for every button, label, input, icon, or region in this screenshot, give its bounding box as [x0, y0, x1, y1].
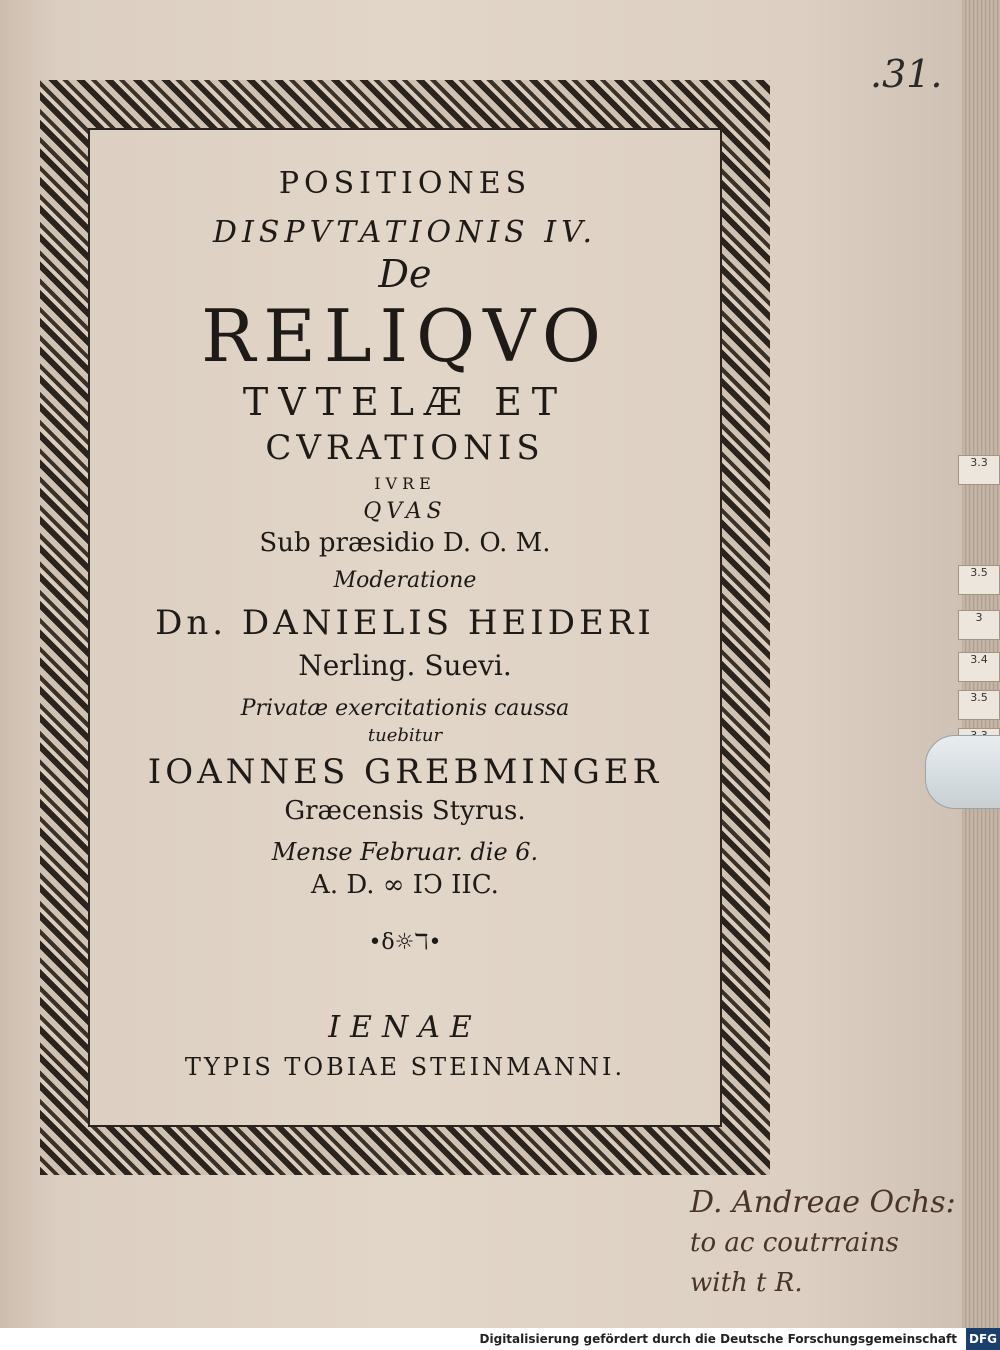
title-line-curationis: CVRATIONIS	[265, 428, 545, 468]
bookmark-tab	[958, 690, 1000, 720]
quas-line: QVAS	[363, 499, 447, 524]
credit-text: Digitalisierung gefördert durch die Deutsche Forschungsgemeinschaft	[479, 1332, 957, 1346]
bookmark-tab	[958, 610, 1000, 640]
dfg-logo-icon: DFG	[966, 1328, 1000, 1350]
title-line-positiones: POSITIONES	[278, 166, 532, 201]
bookmark-tab	[958, 455, 1000, 485]
folio-number: .31.	[870, 52, 943, 96]
title-line-tutelae: TVTELÆ ET	[242, 380, 568, 424]
page-clip	[925, 735, 1000, 809]
title-page-text	[90, 160, 720, 900]
imprint-printer: TYPIS TOBIAE STEINMANNI.	[184, 1053, 626, 1081]
tab-label: 3.4	[970, 653, 988, 666]
respondens-origin: Græcensis Styrus.	[284, 796, 526, 826]
handwritten-note-line1: D. Andreae Ochs:	[690, 1185, 956, 1220]
praesidio-line: Sub præsidio D. O. M.	[259, 528, 551, 558]
privatae-line: Privatæ exercitationis caussa	[240, 696, 570, 721]
title-line-de: De	[378, 252, 432, 296]
handwritten-note-line2: to ac coutrrains	[690, 1228, 899, 1258]
credit-bar	[0, 1328, 1000, 1350]
handwritten-note-line3: with t R.	[690, 1268, 803, 1298]
printers-ornament: •δ☼ℸ•	[368, 930, 442, 955]
imprint-city: IENAE	[328, 1010, 482, 1045]
title-line-disputationis: DISPVTATIONIS IV.	[212, 215, 598, 250]
praeses-origin: Nerling. Suevi.	[298, 649, 512, 682]
year-line: A. D. ∞ IↃ IIC.	[311, 870, 499, 900]
title-line-iure: IVRE	[374, 474, 436, 493]
tab-label: 3.5	[970, 691, 988, 704]
tuebitur-line: tuebitur	[367, 725, 443, 746]
imprint	[90, 1010, 720, 1081]
tab-label: 3.3	[970, 456, 988, 469]
praeses-name: Dn. DANIELIS HEIDERI	[155, 603, 655, 643]
tab-label: 3	[975, 611, 983, 624]
date-line: Mense Februar. die 6.	[271, 838, 539, 866]
moderatione-line: Moderatione	[333, 568, 477, 593]
respondens-name: IOANNES GREBMINGER	[147, 752, 663, 792]
bookmark-tab	[958, 652, 1000, 682]
tab-label: 3.5	[970, 566, 988, 579]
bookmark-tab	[958, 565, 1000, 595]
title-line-reliquo: RELIQVO	[201, 294, 609, 378]
